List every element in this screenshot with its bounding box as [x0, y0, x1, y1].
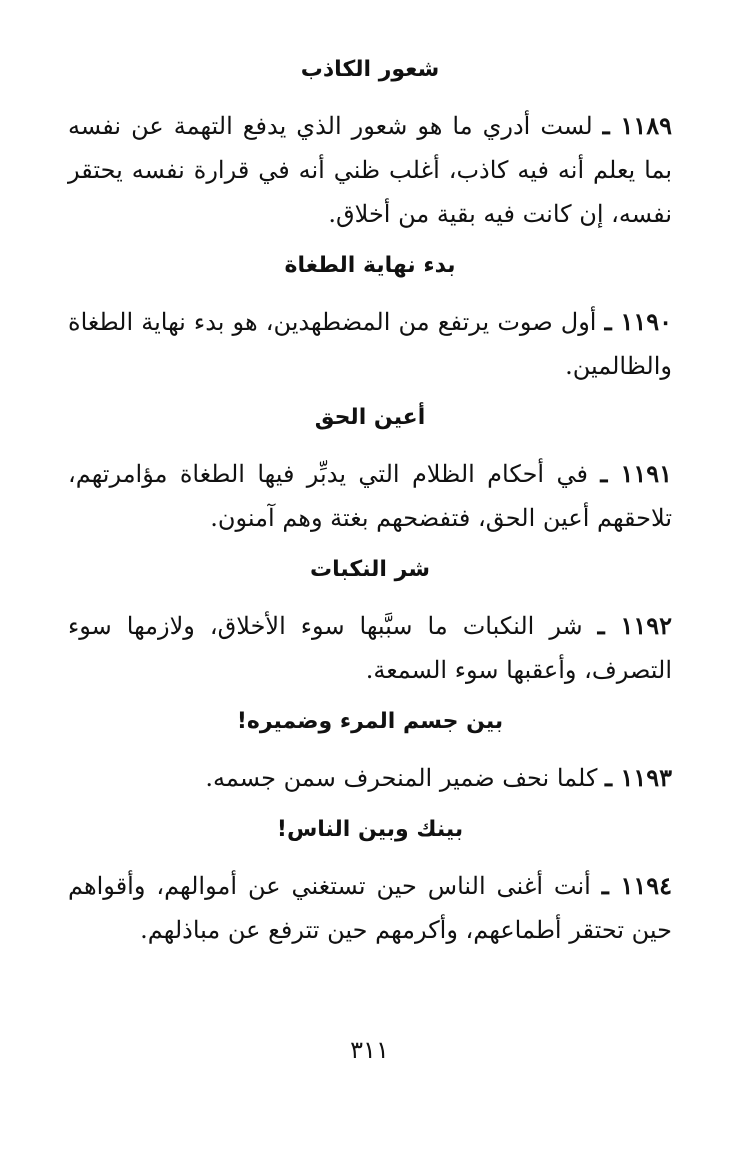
section-1194: [68, 816, 672, 952]
section-paragraph: [68, 300, 672, 388]
entry-number: ١١٨٩ ـ: [602, 111, 672, 140]
entry-number: ١١٩٠ ـ: [604, 307, 672, 336]
section-paragraph: [68, 604, 672, 692]
section-heading: بينك وبين الناس!: [276, 817, 464, 842]
entry-text: لست أدري ما هو شعور الذي يدفع التهمة عن نفسه بما يعلم أنه فيه كاذب، أغلب ظني أنه في قرارة نفسه يحتقر نفسه، إن كانت فيه بقية من أخلاق.: [68, 112, 672, 228]
section-heading: بدء نهاية الطغاة: [284, 253, 456, 278]
entry-text: في أحكام الظلام التي يدبِّر فيها الطغاة مؤامرتهم، تلاحقهم أعين الحق، فتفضحهم بغتة وهم آمنون.: [68, 460, 672, 532]
section-1189: [68, 56, 672, 236]
section-paragraph: [68, 864, 672, 952]
section-paragraph: [68, 452, 672, 540]
section-paragraph: [68, 104, 672, 236]
entry-text: أنت أغنى الناس حين تستغني عن أموالهم، وأقواهم حين تحتقر أطماعهم، وأكرمهم حين تترفع عن مباذلهم.: [68, 872, 672, 944]
page-number: ٣١١: [350, 1036, 389, 1064]
section-heading: شعور الكاذب: [300, 57, 440, 82]
section-1190: [68, 252, 672, 388]
entry-text: شر النكبات ما سبَّبها سوء الأخلاق، ولازمها سوء التصرف، وأعقبها سوء السمعة.: [68, 612, 672, 684]
entry-number: ١١٩١ ـ: [600, 459, 672, 488]
entry-text: كلما نحف ضمير المنحرف سمن جسمه.: [205, 764, 598, 792]
entry-number: ١١٩٣ ـ: [605, 763, 672, 792]
entry-number: ١١٩٤ ـ: [601, 871, 672, 900]
section-1191: [68, 404, 672, 540]
section-heading: أعين الحق: [314, 405, 426, 430]
section-heading: شر النكبات: [310, 557, 430, 582]
section-1193: [68, 708, 672, 800]
entry-number: ١١٩٢ ـ: [597, 611, 672, 640]
section-heading: بين جسم المرء وضميره!: [236, 709, 504, 734]
section-paragraph: [68, 756, 672, 800]
entry-text: أول صوت يرتفع من المضطهدين، هو بدء نهاية الطغاة والظالمين.: [68, 308, 672, 380]
section-1192: [68, 556, 672, 692]
page-content: [68, 56, 672, 968]
